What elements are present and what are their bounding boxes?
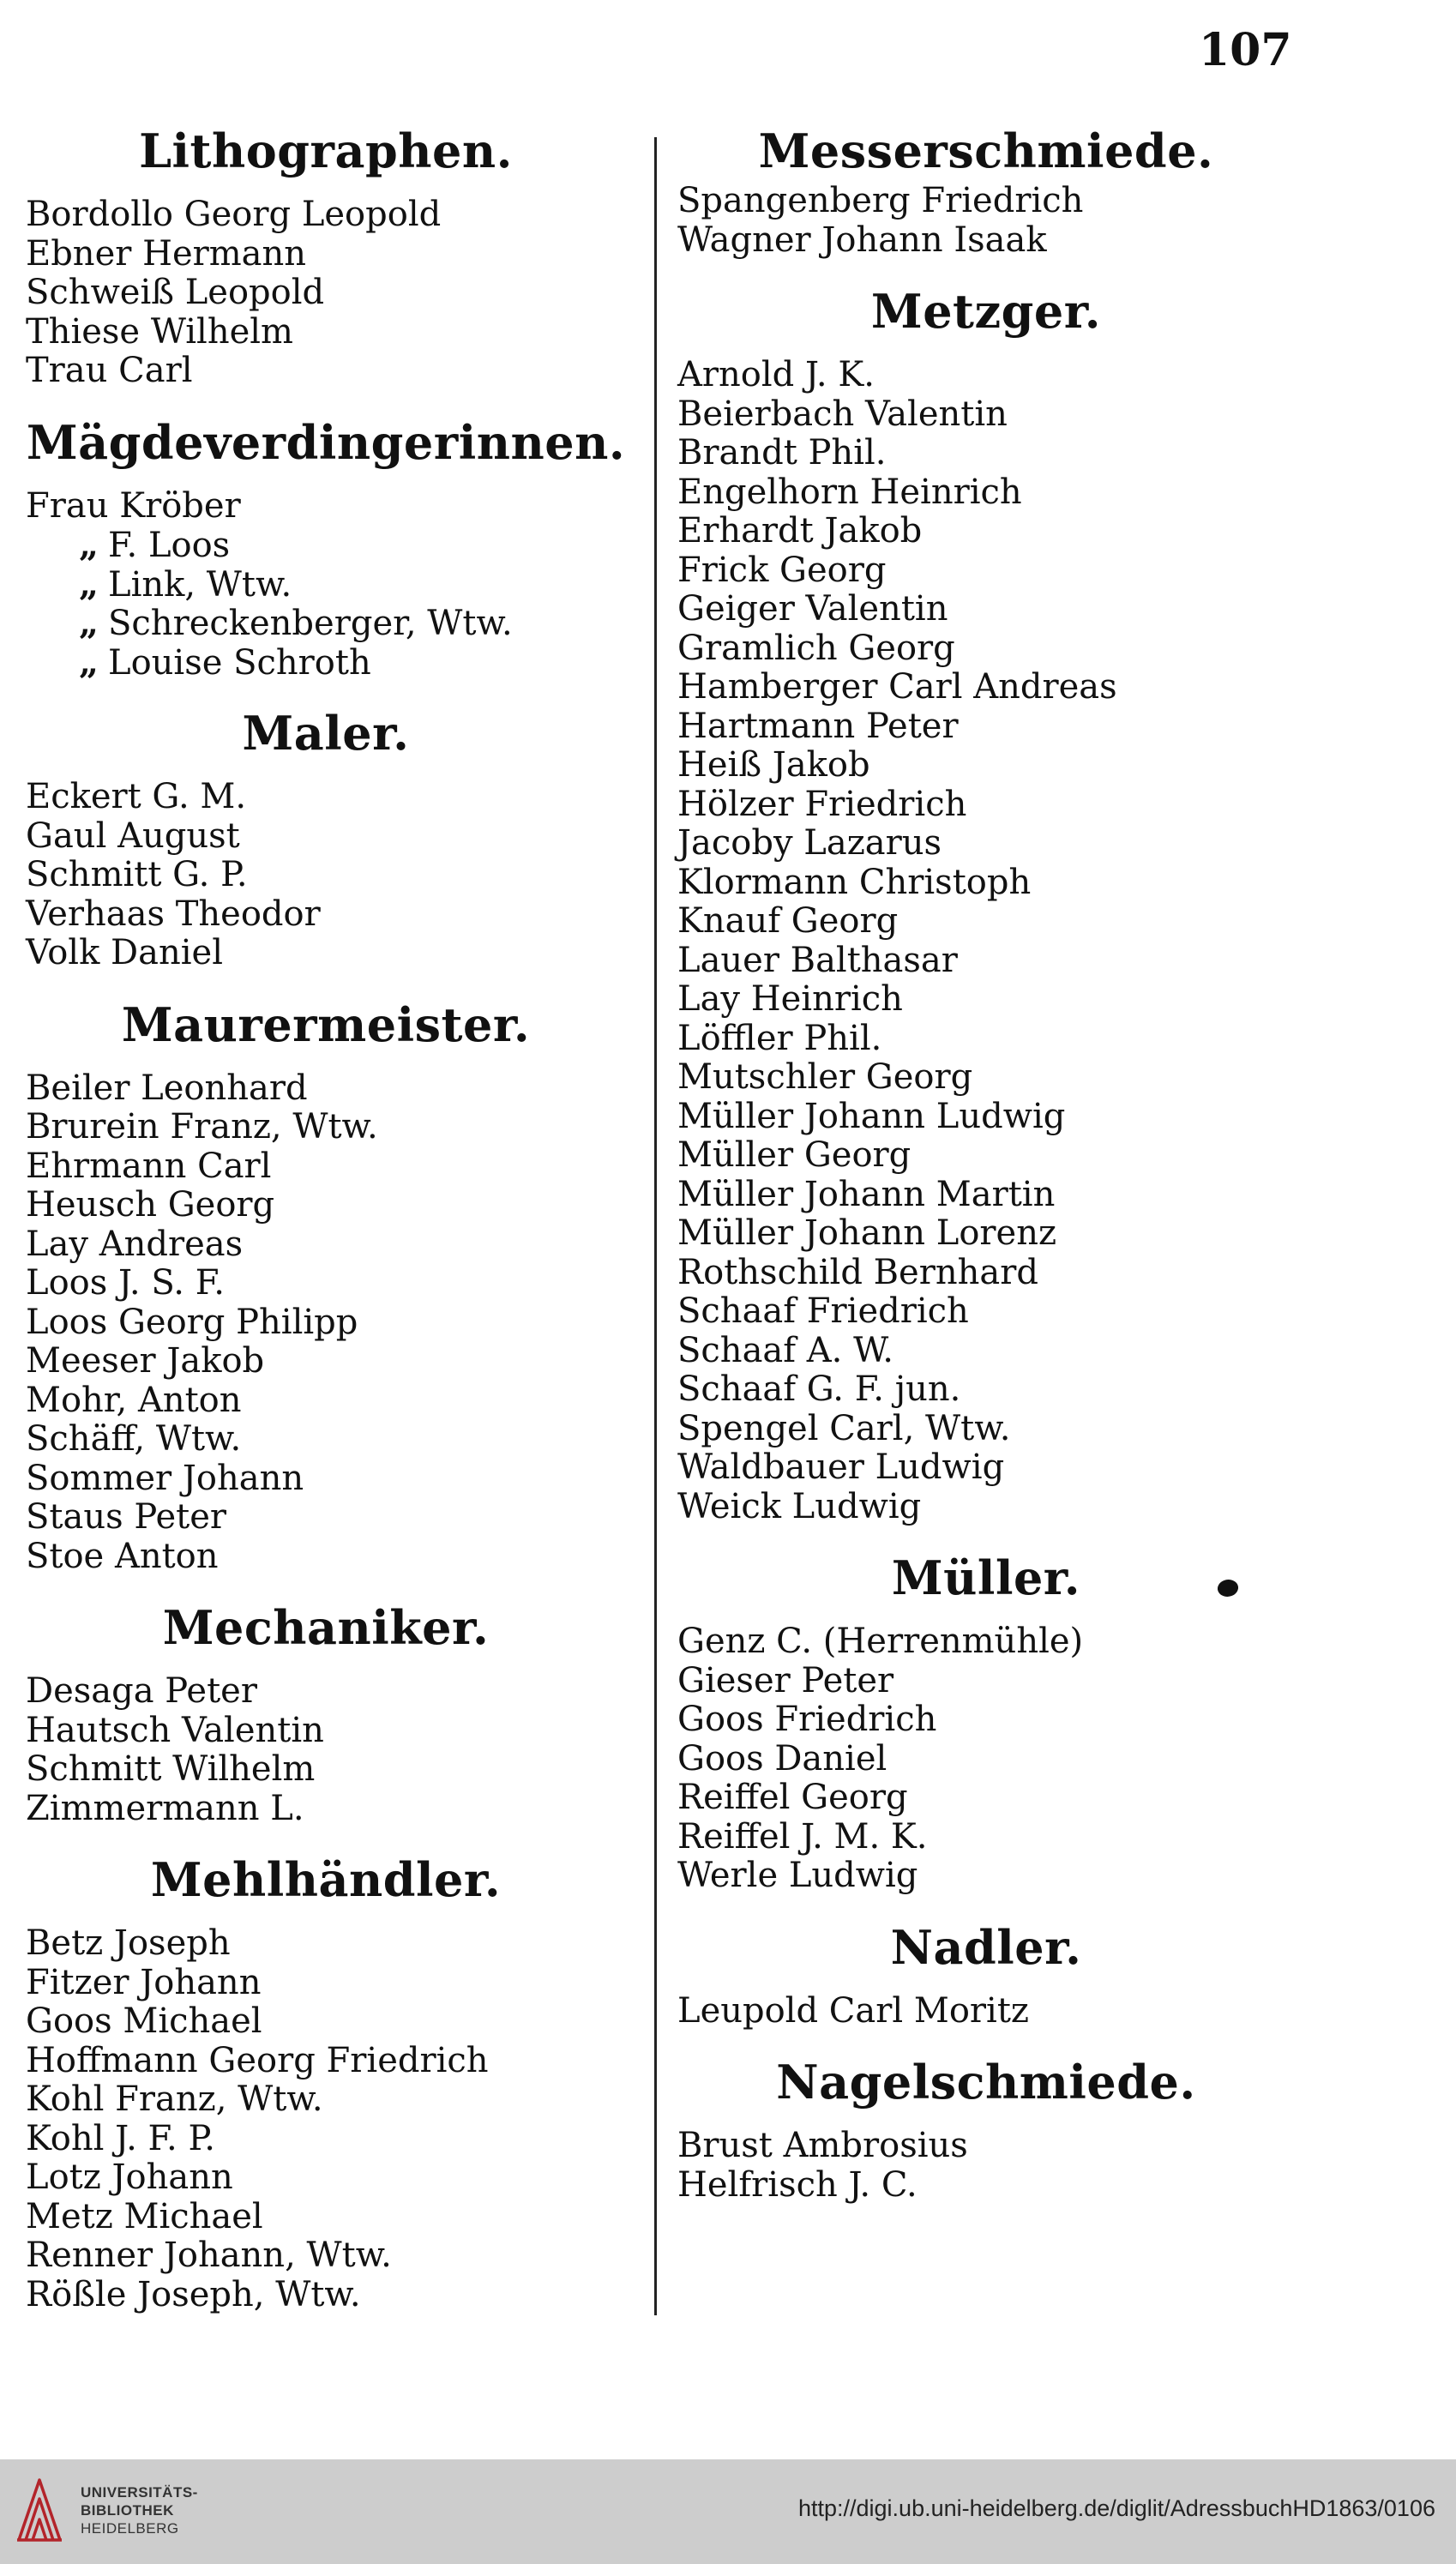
list-item: Fitzer Johann bbox=[26, 1962, 262, 2002]
entry-list bbox=[26, 1924, 626, 2314]
spacer bbox=[26, 682, 626, 702]
list-item: Brurein Franz, Wtw. bbox=[26, 1107, 378, 1147]
list-item: Genz C. (Herrenmühle) bbox=[677, 1622, 1084, 1661]
spacer bbox=[26, 764, 626, 778]
section-heading: Mehlhändler. bbox=[150, 1852, 502, 1907]
list-item: Hautsch Valentin bbox=[26, 1710, 324, 1750]
list-item: Müller Johann Lorenz bbox=[677, 1213, 1057, 1253]
section-maurermeister bbox=[26, 994, 626, 1598]
list-item: Schmitt Wilhelm bbox=[26, 1749, 316, 1789]
list-item: Lay Andreas bbox=[26, 1224, 244, 1264]
entry-name: Louise Schroth bbox=[108, 642, 371, 683]
list-item: Hoffmann Georg Friedrich bbox=[26, 2040, 489, 2080]
list-item: Spangenberg Friedrich bbox=[677, 181, 1084, 220]
list-item: Engelhorn Heinrich bbox=[677, 472, 1022, 512]
list-item: Mutschler Georg bbox=[677, 1057, 973, 1097]
list-item bbox=[26, 604, 626, 643]
section-lithographen bbox=[26, 120, 626, 412]
list-item: Arnold J. K. bbox=[677, 355, 875, 394]
list-item: Klormann Christoph bbox=[677, 862, 1032, 902]
list-item: Schaaf A. W. bbox=[677, 1330, 893, 1370]
list-item: Weick Ludwig bbox=[677, 1486, 922, 1526]
spacer bbox=[26, 1828, 626, 1849]
column-divider bbox=[654, 137, 657, 2315]
list-item: Kohl J. F. P. bbox=[26, 2118, 215, 2158]
library-logo-icon bbox=[14, 2473, 65, 2545]
list-item: Betz Joseph bbox=[26, 1923, 231, 1963]
section-maegdeverdingerinnen bbox=[26, 412, 626, 703]
list-item: Goos Friedrich bbox=[677, 1700, 937, 1739]
entry-list bbox=[677, 1992, 1295, 2031]
list-item: Reiffel Georg bbox=[677, 1778, 908, 1817]
entry-list bbox=[26, 1672, 626, 1828]
list-item: Müller Georg bbox=[677, 1135, 912, 1175]
entry-list bbox=[26, 1069, 626, 1577]
list-item: Desaga Peter bbox=[26, 1671, 257, 1711]
list-item: Beiler Leonhard bbox=[26, 1068, 308, 1108]
left-column bbox=[26, 120, 626, 2314]
list-item: Goos Michael bbox=[26, 2001, 262, 2041]
list-item: Thiese Wilhelm bbox=[26, 311, 293, 352]
list-item: Frick Georg bbox=[677, 550, 887, 590]
list-item bbox=[26, 565, 626, 605]
section-heading: Messerschmiede. bbox=[758, 123, 1214, 178]
entry-list bbox=[26, 196, 626, 391]
list-item: Volk Daniel bbox=[26, 933, 223, 972]
section-heading: Mechaniker. bbox=[162, 1600, 490, 1655]
entry-list bbox=[26, 487, 626, 683]
section-heading: Nagelschmiede. bbox=[776, 2055, 1196, 2110]
list-item: Lotz Johann bbox=[26, 2158, 233, 2197]
list-item: Müller Johann Ludwig bbox=[677, 1096, 1066, 1136]
list-item: Ehrmann Carl bbox=[26, 1146, 272, 1186]
entry-list bbox=[26, 778, 626, 973]
section-heading: Müller. bbox=[891, 1550, 1081, 1605]
spacer bbox=[677, 2031, 1295, 2051]
list-item: Heusch Georg bbox=[26, 1185, 275, 1225]
section-heading: Mägdeverdingerinnen. bbox=[26, 414, 626, 470]
library-line: UNIVERSITÄTS- bbox=[81, 2484, 198, 2501]
right-column bbox=[677, 120, 1295, 2205]
list-item: Loos Georg Philipp bbox=[26, 1302, 358, 1342]
section-messerschmiede bbox=[677, 120, 1295, 280]
list-item: Löffler Phil. bbox=[677, 1018, 882, 1058]
list-item: Meeser Jakob bbox=[26, 1341, 265, 1381]
entry-name: Schreckenberger, Wtw. bbox=[108, 604, 513, 643]
list-item: Rothschild Bernhard bbox=[677, 1252, 1038, 1292]
spacer bbox=[677, 1896, 1295, 1917]
list-item: Trau Carl bbox=[26, 351, 193, 390]
footer-bar bbox=[0, 2459, 1456, 2564]
list-item: Gramlich Georg bbox=[677, 628, 955, 668]
list-item: Goos Daniel bbox=[677, 1738, 887, 1779]
list-item: Wagner Johann Isaak bbox=[677, 220, 1047, 260]
list-item: Reiffel J. M. K. bbox=[677, 1816, 928, 1857]
list-item: Erhardt Jakob bbox=[677, 511, 923, 551]
list-item: Schaaf Friedrich bbox=[677, 1291, 969, 1331]
library-line: BIBLIOTHEK bbox=[81, 2502, 174, 2519]
list-item: Schmitt G. P. bbox=[26, 855, 248, 894]
list-item: Loos J. S. F. bbox=[26, 1263, 225, 1303]
spacer bbox=[677, 342, 1295, 356]
list-item: Verhaas Theodor bbox=[26, 894, 321, 934]
list-item: Frau Kröber bbox=[26, 485, 241, 526]
ditto-mark: „ bbox=[79, 641, 99, 683]
list-item: Werle Ludwig bbox=[677, 1856, 918, 1895]
section-heading: Maurermeister. bbox=[121, 996, 531, 1052]
list-item: Stoe Anton bbox=[26, 1536, 219, 1576]
entry-list bbox=[677, 182, 1295, 260]
spacer bbox=[677, 260, 1295, 280]
list-item: Spengel Carl, Wtw. bbox=[677, 1408, 1011, 1448]
library-line: HEIDELBERG bbox=[81, 2520, 179, 2537]
section-maler bbox=[26, 702, 626, 994]
list-item: Heiß Jakob bbox=[677, 745, 870, 785]
section-heading: Nadler. bbox=[890, 1919, 1082, 1975]
source-url-link[interactable]: http://digi.ub.uni-heidelberg.de/diglit/AdressbuchHD1863/0106 bbox=[797, 2495, 1435, 2521]
list-item: Brandt Phil. bbox=[677, 433, 887, 472]
spacer bbox=[26, 1911, 626, 1924]
list-item: Müller Johann Martin bbox=[677, 1174, 1056, 1214]
page-number: 107 bbox=[1199, 24, 1292, 76]
list-item: Hölzer Friedrich bbox=[677, 784, 967, 824]
list-item: Gaul August bbox=[26, 816, 240, 856]
list-item: Knauf Georg bbox=[677, 901, 899, 941]
list-item: Geiger Valentin bbox=[677, 589, 948, 629]
list-item: Zimmermann L. bbox=[26, 1788, 304, 1828]
spacer bbox=[26, 1576, 626, 1597]
list-item: Lay Heinrich bbox=[677, 979, 903, 1019]
list-item: Bordollo Georg Leopold bbox=[26, 195, 442, 234]
list-item: Schaaf G. F. jun. bbox=[677, 1369, 961, 1409]
entry-list bbox=[677, 356, 1295, 1526]
list-item: Rößle Joseph, Wtw. bbox=[26, 2274, 361, 2314]
list-item: Beierbach Valentin bbox=[677, 394, 1008, 434]
spacer bbox=[26, 1056, 626, 1069]
list-item bbox=[26, 526, 626, 565]
section-metzger bbox=[677, 280, 1295, 1547]
list-item: Helfrisch J. C. bbox=[677, 2164, 918, 2205]
section-mehlhaendler bbox=[26, 1849, 626, 2314]
section-mechaniker bbox=[26, 1597, 626, 1849]
spacer bbox=[677, 1526, 1295, 1547]
spacer bbox=[677, 2113, 1295, 2127]
list-item bbox=[26, 643, 626, 683]
ditto-mark: „ bbox=[79, 603, 99, 643]
list-item: Brust Ambrosius bbox=[677, 2126, 968, 2165]
spacer bbox=[26, 1658, 626, 1672]
list-item: Jacoby Lazarus bbox=[677, 823, 942, 863]
list-item: Leupold Carl Moritz bbox=[677, 1990, 1029, 2031]
list-item: Schweiß Leopold bbox=[26, 273, 325, 312]
list-item: Sommer Johann bbox=[26, 1458, 304, 1498]
library-name bbox=[81, 2483, 198, 2537]
section-nagelschmiede bbox=[677, 2051, 1295, 2205]
list-item: Gieser Peter bbox=[677, 1660, 894, 1700]
list-item: Ebner Hermann bbox=[26, 233, 307, 274]
entry-list bbox=[677, 2127, 1295, 2205]
section-mueller bbox=[677, 1547, 1295, 1917]
section-heading: Lithographen. bbox=[139, 123, 513, 178]
list-item: Hartmann Peter bbox=[677, 706, 959, 746]
list-item: Lauer Balthasar bbox=[677, 940, 958, 980]
list-item: Mohr, Anton bbox=[26, 1380, 242, 1420]
spacer bbox=[26, 182, 626, 196]
ditto-mark: „ bbox=[79, 563, 99, 605]
list-item: Waldbauer Ludwig bbox=[677, 1448, 1005, 1487]
section-nadler bbox=[677, 1917, 1295, 2052]
spacer bbox=[26, 391, 626, 412]
entry-name: Link, Wtw. bbox=[108, 564, 292, 605]
list-item: Schäff, Wtw. bbox=[26, 1419, 242, 1459]
entry-name: F. Loos bbox=[108, 526, 231, 565]
ditto-mark: „ bbox=[79, 525, 99, 565]
entry-list bbox=[677, 1622, 1295, 1896]
list-item: Staus Peter bbox=[26, 1497, 226, 1537]
spacer bbox=[26, 973, 626, 994]
list-item: Metz Michael bbox=[26, 2196, 263, 2236]
list-item: Hamberger Carl Andreas bbox=[677, 667, 1117, 707]
spacer bbox=[677, 1978, 1295, 1992]
list-item: Renner Johann, Wtw. bbox=[26, 2236, 392, 2275]
list-item: Kohl Franz, Wtw. bbox=[26, 2079, 323, 2119]
section-heading: Metzger. bbox=[870, 284, 1102, 339]
list-item: Eckert G. M. bbox=[26, 777, 247, 816]
section-heading: Maler. bbox=[242, 706, 410, 761]
spacer bbox=[26, 473, 626, 487]
spacer bbox=[677, 1609, 1295, 1622]
